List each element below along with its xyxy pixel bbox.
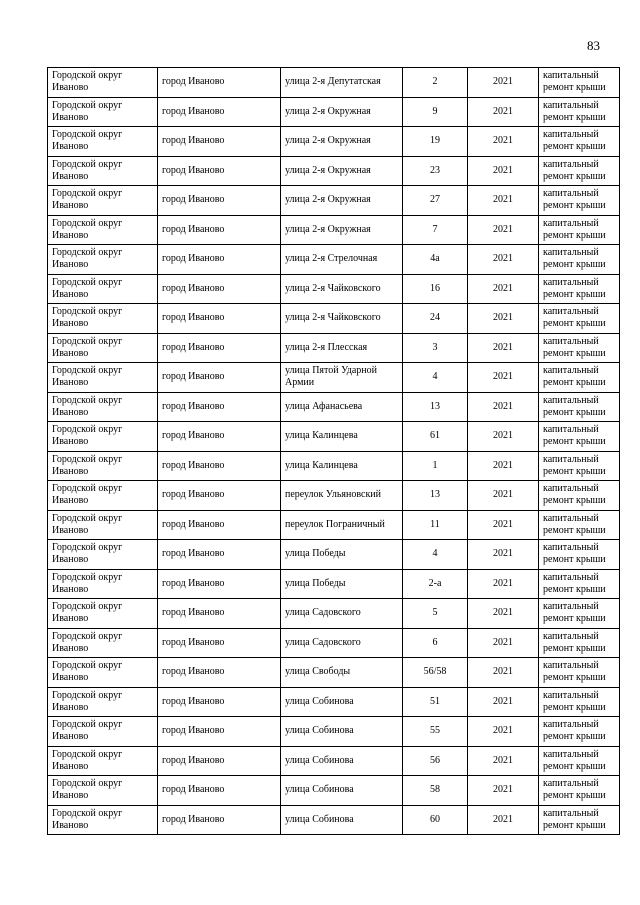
table-body bbox=[48, 68, 620, 835]
year-cell: 2021 bbox=[468, 451, 539, 481]
house-number-cell: 1 bbox=[403, 451, 468, 481]
table-row bbox=[48, 687, 620, 717]
year-cell: 2021 bbox=[468, 68, 539, 98]
year-cell: 2021 bbox=[468, 628, 539, 658]
table-row bbox=[48, 304, 620, 334]
street-cell: улица 2-я Чайковского bbox=[281, 304, 403, 334]
work-type-cell: капитальный ремонт крыши bbox=[539, 540, 620, 570]
municipality-cell: Городской округ Иваново bbox=[48, 392, 158, 422]
year-cell: 2021 bbox=[468, 805, 539, 835]
house-number-cell: 51 bbox=[403, 687, 468, 717]
street-cell: улица Собинова bbox=[281, 776, 403, 806]
table-row bbox=[48, 68, 620, 98]
city-cell: город Иваново bbox=[158, 628, 281, 658]
year-cell: 2021 bbox=[468, 127, 539, 157]
work-type-cell: капитальный ремонт крыши bbox=[539, 776, 620, 806]
year-cell: 2021 bbox=[468, 569, 539, 599]
municipality-cell: Городской округ Иваново bbox=[48, 481, 158, 511]
table-row bbox=[48, 392, 620, 422]
municipality-cell: Городской округ Иваново bbox=[48, 717, 158, 747]
street-cell: переулок Ульяновский bbox=[281, 481, 403, 511]
house-number-cell: 16 bbox=[403, 274, 468, 304]
year-cell: 2021 bbox=[468, 97, 539, 127]
street-cell: переулок Пограничный bbox=[281, 510, 403, 540]
table-row bbox=[48, 451, 620, 481]
work-type-cell: капитальный ремонт крыши bbox=[539, 510, 620, 540]
house-number-cell: 58 bbox=[403, 776, 468, 806]
table-row bbox=[48, 717, 620, 747]
city-cell: город Иваново bbox=[158, 687, 281, 717]
street-cell: улица Собинова bbox=[281, 746, 403, 776]
house-number-cell: 7 bbox=[403, 215, 468, 245]
city-cell: город Иваново bbox=[158, 304, 281, 334]
house-number-cell: 13 bbox=[403, 481, 468, 511]
house-number-cell: 4а bbox=[403, 245, 468, 275]
house-number-cell: 5 bbox=[403, 599, 468, 629]
work-type-cell: капитальный ремонт крыши bbox=[539, 746, 620, 776]
work-type-cell: капитальный ремонт крыши bbox=[539, 97, 620, 127]
house-number-cell: 3 bbox=[403, 333, 468, 363]
year-cell: 2021 bbox=[468, 481, 539, 511]
city-cell: город Иваново bbox=[158, 186, 281, 216]
table-row bbox=[48, 776, 620, 806]
work-type-cell: капитальный ремонт крыши bbox=[539, 717, 620, 747]
municipality-cell: Городской округ Иваново bbox=[48, 127, 158, 157]
street-cell: улица Победы bbox=[281, 540, 403, 570]
table-row bbox=[48, 215, 620, 245]
street-cell: улица 2-я Депутатская bbox=[281, 68, 403, 98]
street-cell: улица 2-я Окружная bbox=[281, 186, 403, 216]
table-row bbox=[48, 569, 620, 599]
city-cell: город Иваново bbox=[158, 569, 281, 599]
house-number-cell: 60 bbox=[403, 805, 468, 835]
street-cell: улица 2-я Окружная bbox=[281, 215, 403, 245]
house-number-cell: 23 bbox=[403, 156, 468, 186]
city-cell: город Иваново bbox=[158, 156, 281, 186]
house-number-cell: 19 bbox=[403, 127, 468, 157]
municipality-cell: Городской округ Иваново bbox=[48, 304, 158, 334]
city-cell: город Иваново bbox=[158, 805, 281, 835]
street-cell: улица Свободы bbox=[281, 658, 403, 688]
work-type-cell: капитальный ремонт крыши bbox=[539, 422, 620, 452]
city-cell: город Иваново bbox=[158, 392, 281, 422]
work-type-cell: капитальный ремонт крыши bbox=[539, 687, 620, 717]
house-number-cell: 2 bbox=[403, 68, 468, 98]
house-number-cell: 56 bbox=[403, 746, 468, 776]
year-cell: 2021 bbox=[468, 510, 539, 540]
city-cell: город Иваново bbox=[158, 245, 281, 275]
house-number-cell: 56/58 bbox=[403, 658, 468, 688]
house-number-cell: 6 bbox=[403, 628, 468, 658]
year-cell: 2021 bbox=[468, 422, 539, 452]
street-cell: улица Собинова bbox=[281, 687, 403, 717]
work-type-cell: капитальный ремонт крыши bbox=[539, 569, 620, 599]
table-row bbox=[48, 746, 620, 776]
municipality-cell: Городской округ Иваново bbox=[48, 274, 158, 304]
work-type-cell: капитальный ремонт крыши bbox=[539, 333, 620, 363]
municipality-cell: Городской округ Иваново bbox=[48, 156, 158, 186]
municipality-cell: Городской округ Иваново bbox=[48, 628, 158, 658]
work-type-cell: капитальный ремонт крыши bbox=[539, 245, 620, 275]
work-type-cell: капитальный ремонт крыши bbox=[539, 451, 620, 481]
table-row bbox=[48, 245, 620, 275]
year-cell: 2021 bbox=[468, 599, 539, 629]
house-number-cell: 11 bbox=[403, 510, 468, 540]
house-number-cell: 61 bbox=[403, 422, 468, 452]
work-type-cell: капитальный ремонт крыши bbox=[539, 599, 620, 629]
year-cell: 2021 bbox=[468, 245, 539, 275]
municipality-cell: Городской округ Иваново bbox=[48, 215, 158, 245]
house-number-cell: 24 bbox=[403, 304, 468, 334]
street-cell: улица 2-я Стрелочная bbox=[281, 245, 403, 275]
table-row bbox=[48, 599, 620, 629]
table-row bbox=[48, 186, 620, 216]
city-cell: город Иваново bbox=[158, 599, 281, 629]
municipality-cell: Городской округ Иваново bbox=[48, 510, 158, 540]
municipality-cell: Городской округ Иваново bbox=[48, 569, 158, 599]
street-cell: улица 2-я Плесская bbox=[281, 333, 403, 363]
work-type-cell: капитальный ремонт крыши bbox=[539, 481, 620, 511]
year-cell: 2021 bbox=[468, 304, 539, 334]
year-cell: 2021 bbox=[468, 540, 539, 570]
work-type-cell: капитальный ремонт крыши bbox=[539, 127, 620, 157]
city-cell: город Иваново bbox=[158, 746, 281, 776]
table-row bbox=[48, 156, 620, 186]
house-number-cell: 2-а bbox=[403, 569, 468, 599]
municipality-cell: Городской округ Иваново bbox=[48, 97, 158, 127]
year-cell: 2021 bbox=[468, 333, 539, 363]
municipality-cell: Городской округ Иваново bbox=[48, 333, 158, 363]
municipality-cell: Городской округ Иваново bbox=[48, 422, 158, 452]
work-type-cell: капитальный ремонт крыши bbox=[539, 805, 620, 835]
municipality-cell: Городской округ Иваново bbox=[48, 746, 158, 776]
year-cell: 2021 bbox=[468, 392, 539, 422]
street-cell: улица 2-я Чайковского bbox=[281, 274, 403, 304]
year-cell: 2021 bbox=[468, 776, 539, 806]
table-row bbox=[48, 97, 620, 127]
year-cell: 2021 bbox=[468, 186, 539, 216]
street-cell: улица Пятой Ударной Армии bbox=[281, 363, 403, 393]
municipality-cell: Городской округ Иваново bbox=[48, 776, 158, 806]
roof-repair-table bbox=[47, 67, 620, 835]
city-cell: город Иваново bbox=[158, 540, 281, 570]
municipality-cell: Городской округ Иваново bbox=[48, 658, 158, 688]
table-row bbox=[48, 127, 620, 157]
city-cell: город Иваново bbox=[158, 717, 281, 747]
street-cell: улица 2-я Окружная bbox=[281, 156, 403, 186]
work-type-cell: капитальный ремонт крыши bbox=[539, 392, 620, 422]
year-cell: 2021 bbox=[468, 274, 539, 304]
city-cell: город Иваново bbox=[158, 127, 281, 157]
year-cell: 2021 bbox=[468, 363, 539, 393]
street-cell: улица Калинцева bbox=[281, 422, 403, 452]
table-row bbox=[48, 805, 620, 835]
city-cell: город Иваново bbox=[158, 274, 281, 304]
work-type-cell: капитальный ремонт крыши bbox=[539, 215, 620, 245]
work-type-cell: капитальный ремонт крыши bbox=[539, 658, 620, 688]
work-type-cell: капитальный ремонт крыши bbox=[539, 274, 620, 304]
page-number: 83 bbox=[587, 38, 600, 53]
city-cell: город Иваново bbox=[158, 68, 281, 98]
city-cell: город Иваново bbox=[158, 215, 281, 245]
table-row bbox=[48, 481, 620, 511]
year-cell: 2021 bbox=[468, 717, 539, 747]
street-cell: улица Афанасьева bbox=[281, 392, 403, 422]
table-row bbox=[48, 333, 620, 363]
work-type-cell: капитальный ремонт крыши bbox=[539, 628, 620, 658]
city-cell: город Иваново bbox=[158, 481, 281, 511]
work-type-cell: капитальный ремонт крыши bbox=[539, 304, 620, 334]
year-cell: 2021 bbox=[468, 687, 539, 717]
house-number-cell: 55 bbox=[403, 717, 468, 747]
municipality-cell: Городской округ Иваново bbox=[48, 186, 158, 216]
street-cell: улица Победы bbox=[281, 569, 403, 599]
city-cell: город Иваново bbox=[158, 97, 281, 127]
street-cell: улица Собинова bbox=[281, 805, 403, 835]
city-cell: город Иваново bbox=[158, 363, 281, 393]
work-type-cell: капитальный ремонт крыши bbox=[539, 68, 620, 98]
street-cell: улица Калинцева bbox=[281, 451, 403, 481]
table-row bbox=[48, 510, 620, 540]
house-number-cell: 13 bbox=[403, 392, 468, 422]
municipality-cell: Городской округ Иваново bbox=[48, 540, 158, 570]
street-cell: улица Собинова bbox=[281, 717, 403, 747]
year-cell: 2021 bbox=[468, 215, 539, 245]
street-cell: улица Садовского bbox=[281, 599, 403, 629]
city-cell: город Иваново bbox=[158, 510, 281, 540]
city-cell: город Иваново bbox=[158, 333, 281, 363]
city-cell: город Иваново bbox=[158, 451, 281, 481]
municipality-cell: Городской округ Иваново bbox=[48, 68, 158, 98]
house-number-cell: 4 bbox=[403, 363, 468, 393]
street-cell: улица 2-я Окружная bbox=[281, 97, 403, 127]
municipality-cell: Городской округ Иваново bbox=[48, 805, 158, 835]
house-number-cell: 9 bbox=[403, 97, 468, 127]
municipality-cell: Городской округ Иваново bbox=[48, 687, 158, 717]
municipality-cell: Городской округ Иваново bbox=[48, 245, 158, 275]
table-row bbox=[48, 628, 620, 658]
table-row bbox=[48, 540, 620, 570]
year-cell: 2021 bbox=[468, 746, 539, 776]
city-cell: город Иваново bbox=[158, 776, 281, 806]
table-row bbox=[48, 422, 620, 452]
house-number-cell: 27 bbox=[403, 186, 468, 216]
work-type-cell: капитальный ремонт крыши bbox=[539, 186, 620, 216]
work-type-cell: капитальный ремонт крыши bbox=[539, 363, 620, 393]
municipality-cell: Городской округ Иваново bbox=[48, 451, 158, 481]
year-cell: 2021 bbox=[468, 658, 539, 688]
street-cell: улица 2-я Окружная bbox=[281, 127, 403, 157]
work-type-cell: капитальный ремонт крыши bbox=[539, 156, 620, 186]
city-cell: город Иваново bbox=[158, 658, 281, 688]
year-cell: 2021 bbox=[468, 156, 539, 186]
table-row bbox=[48, 274, 620, 304]
municipality-cell: Городской округ Иваново bbox=[48, 363, 158, 393]
street-cell: улица Садовского bbox=[281, 628, 403, 658]
city-cell: город Иваново bbox=[158, 422, 281, 452]
municipality-cell: Городской округ Иваново bbox=[48, 599, 158, 629]
table-row bbox=[48, 363, 620, 393]
table-row bbox=[48, 658, 620, 688]
house-number-cell: 4 bbox=[403, 540, 468, 570]
